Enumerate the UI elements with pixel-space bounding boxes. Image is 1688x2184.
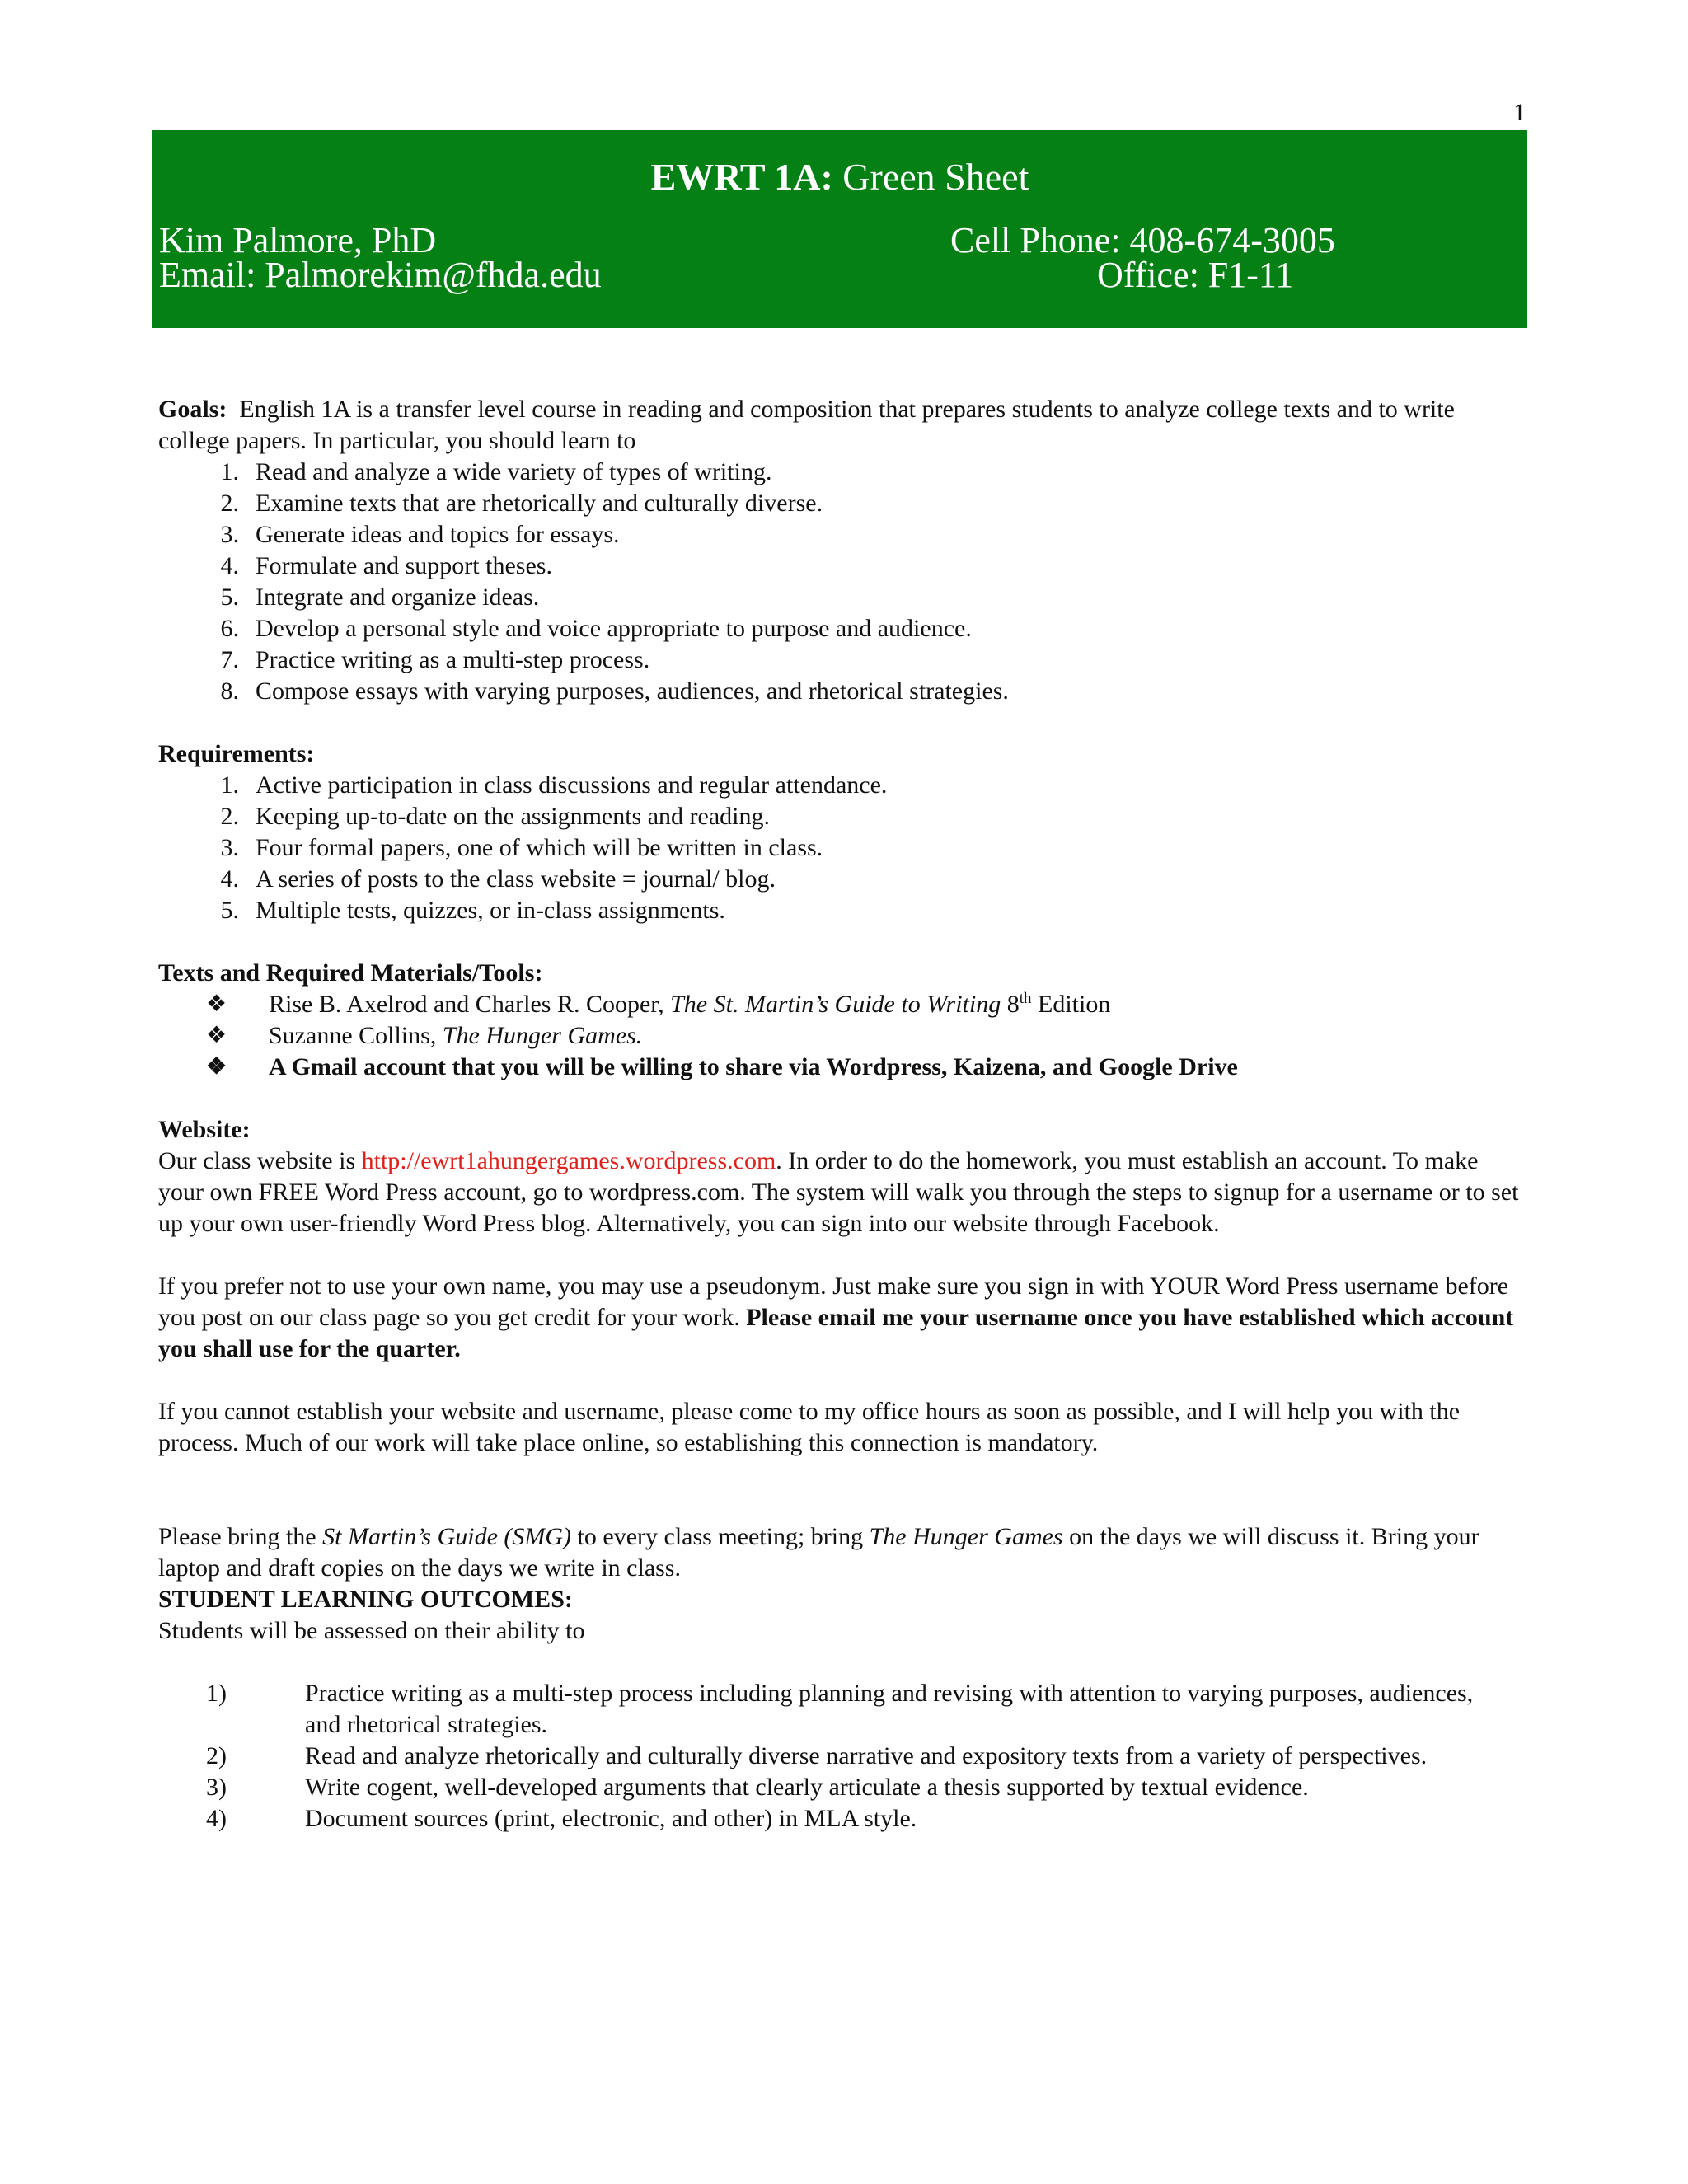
goals-intro	[158, 394, 1526, 457]
requirement-text: Keeping up-to-date on the assignments and reading.	[256, 803, 770, 830]
slo-list	[158, 1678, 1526, 1835]
list-item: 3. Four formal papers, one of which will be written in class.	[220, 834, 823, 861]
sheet-title: Green Sheet	[842, 156, 1029, 198]
slo-text: Write cogent, well-developed arguments that clearly articulate a thesis supported by textual evidence.	[305, 1774, 1309, 1801]
list-item: 2. Keeping up-to-date on the assignments and reading.	[220, 803, 770, 830]
slo-number: 4)	[206, 1805, 227, 1832]
texts-label: Texts and Required Materials/Tools:	[158, 959, 543, 987]
slo-text: Practice writing as a multi-step process including planning and revising with attention to varying purposes, audiences, and rhetorical strategies.	[305, 1680, 1474, 1738]
slo-intro: Students will be assessed on their ability to	[158, 1617, 585, 1644]
website-text: If you prefer not to use your own name, you may use a pseudonym. Just make sure you sign in with YOUR Word Press username before you post on our class page so you get credit for your work.	[158, 1272, 1509, 1331]
goal-text: Generate ideas and topics for essays.	[256, 521, 620, 548]
book-title: The Hunger Games.	[442, 1022, 643, 1049]
list-item: 2. Examine texts that are rhetorically and culturally diverse.	[220, 490, 823, 517]
header-band	[152, 130, 1527, 328]
requirement-text: Four formal papers, one of which will be written in class.	[256, 834, 823, 861]
goal-text: Formulate and support theses.	[256, 552, 552, 579]
requirements-list	[158, 770, 1526, 926]
gmail-requirement: A Gmail account that you will be willing to share via Wordpress, Kaizena, and Google Drive	[269, 1053, 1238, 1080]
page-number: 1	[1513, 99, 1526, 126]
bring-text: on the days we will discuss it. Bring your laptop and draft copies on the days we write in class.	[158, 1523, 1479, 1582]
goals-intro-text: English 1A is a transfer level course in reading and composition that prepares students to analyze college texts and to write college papers. In particular, you should learn to	[158, 396, 1455, 454]
goal-text: Develop a personal style and voice appropriate to purpose and audience.	[256, 615, 972, 642]
book-title: St Martin’s Guide (SMG)	[322, 1523, 572, 1550]
website-paragraph-2	[158, 1271, 1526, 1365]
bring-paragraph	[158, 1521, 1526, 1584]
diamond-bullet-icon: ❖	[206, 1054, 227, 1080]
edition-superscript: th	[1019, 990, 1032, 1007]
list-item	[158, 989, 1526, 1020]
goal-text: Practice writing as a multi-step process.	[256, 646, 650, 673]
website-label: Website:	[158, 1116, 251, 1143]
list-item	[158, 1741, 1526, 1772]
instructor-name: Kim Palmore, PhD	[159, 220, 437, 260]
requirement-text: Multiple tests, quizzes, or in-class assignments.	[256, 897, 725, 924]
edition-number: 8	[1001, 991, 1020, 1018]
edition-suffix: Edition	[1031, 991, 1111, 1018]
list-item: 4. Formulate and support theses.	[220, 552, 552, 579]
website-paragraph-1	[158, 1146, 1526, 1240]
goals-list	[158, 457, 1526, 707]
slo-number: 1)	[206, 1680, 227, 1707]
website-paragraph-3: If you cannot establish your website and username, please come to my office hours as soon as possible, and I will help you with the process. Much of our work will take place online, so establishing this connection is mandatory.	[158, 1398, 1461, 1456]
course-code: EWRT 1A:	[650, 156, 833, 198]
instructor-office: Office: F1-11	[1097, 255, 1294, 295]
slo-number: 2)	[206, 1742, 227, 1769]
requirements-label: Requirements:	[158, 740, 315, 767]
slo-label: STUDENT LEARNING OUTCOMES:	[158, 1586, 573, 1613]
slo-number: 3)	[206, 1774, 227, 1801]
list-item: 6. Develop a personal style and voice appropriate to purpose and audience.	[220, 615, 972, 642]
goal-text: Integrate and organize ideas.	[256, 583, 540, 611]
book-title: The St. Martin’s Guide to Writing	[670, 991, 1001, 1018]
diamond-bullet-icon: ❖	[206, 1023, 227, 1048]
goal-text: Examine texts that are rhetorically and culturally diverse.	[256, 490, 823, 517]
slo-text: Document sources (print, electronic, and other) in MLA style.	[305, 1805, 917, 1832]
list-item: 4. A series of posts to the class website = journal/ blog.	[220, 865, 776, 893]
list-item: 5. Integrate and organize ideas.	[220, 583, 540, 611]
goal-text: Read and analyze a wide variety of types of writing.	[256, 458, 772, 485]
requirement-text: A series of posts to the class website = journal/ blog.	[256, 865, 776, 893]
list-item: 7. Practice writing as a multi-step process.	[220, 646, 650, 673]
list-item	[158, 1803, 1526, 1835]
document-body	[158, 394, 1526, 1835]
requirement-text: Active participation in class discussions and regular attendance.	[256, 771, 888, 799]
goal-text: Compose essays with varying purposes, audiences, and rhetorical strategies.	[256, 677, 1009, 705]
list-item: 1. Active participation in class discussions and regular attendance.	[220, 771, 888, 799]
document-title	[152, 155, 1527, 199]
bring-text: to every class meeting; bring	[571, 1523, 870, 1550]
text-authors: Rise B. Axelrod and Charles R. Cooper,	[269, 991, 671, 1018]
instructor-phone: Cell Phone: 408-674-3005	[950, 220, 1335, 260]
website-text: Our class website is	[158, 1147, 362, 1174]
book-title: The Hunger Games	[869, 1523, 1063, 1550]
slo-text: Read and analyze rhetorically and culturally diverse narrative and expository texts from a variety of perspectives.	[305, 1742, 1428, 1769]
website-bold-text: Please email me your username once you have established which account you shall use for the quarter.	[158, 1304, 1514, 1362]
diamond-bullet-icon: ❖	[206, 991, 227, 1017]
class-website-link[interactable]: http://ewrt1ahungergames.wordpress.com	[361, 1147, 776, 1174]
list-item	[158, 1678, 1526, 1741]
list-item: 5. Multiple tests, quizzes, or in-class assignments.	[220, 897, 725, 924]
text-author: Suzanne Collins,	[269, 1022, 443, 1049]
website-text: . In order to do the homework, you must establish an account. To make your own FREE Word Press account, go to wordpress.com. The system will walk you through the steps to signup for a username or to set up your own user-friendly Word Press blog. Alternatively, you can sign into our website through Facebook.	[158, 1147, 1519, 1237]
instructor-email: Email: Palmorekim@fhda.edu	[159, 255, 602, 295]
texts-list	[158, 989, 1526, 1083]
list-item	[158, 1052, 1526, 1083]
list-item	[158, 1772, 1526, 1803]
list-item: 8. Compose essays with varying purposes, audiences, and rhetorical strategies.	[220, 677, 1009, 705]
list-item	[158, 1020, 1526, 1052]
bring-text: Please bring the	[158, 1523, 323, 1550]
list-item: 1. Read and analyze a wide variety of types of writing.	[220, 458, 772, 485]
goals-label: Goals:	[158, 396, 227, 423]
list-item: 3. Generate ideas and topics for essays.	[220, 521, 620, 548]
